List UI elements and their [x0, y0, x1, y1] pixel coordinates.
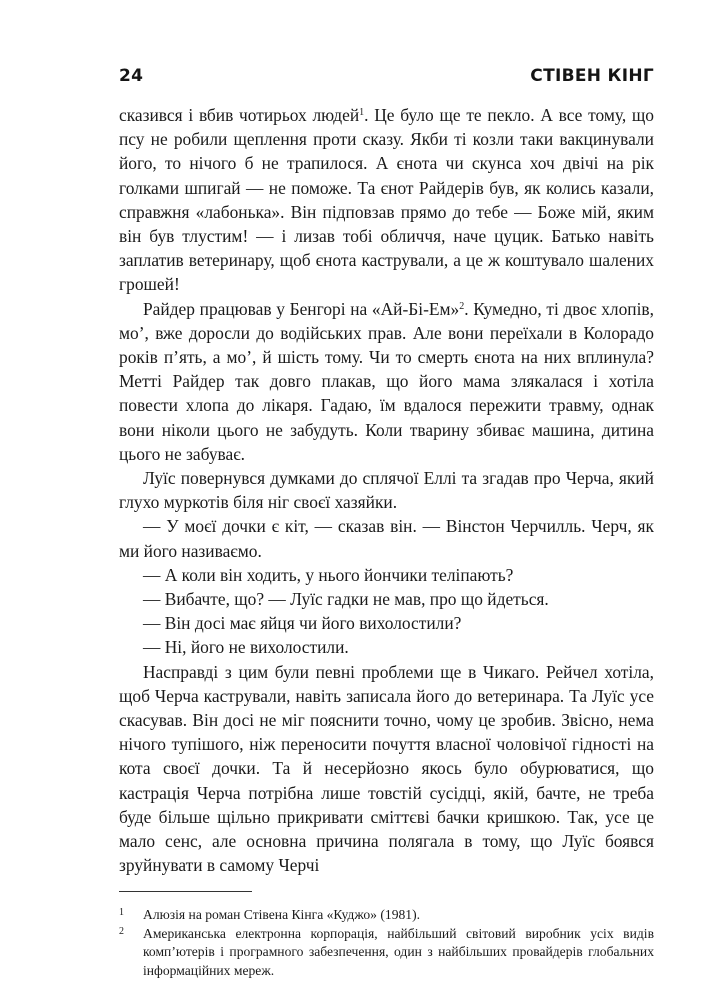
footnote-divider	[119, 891, 252, 892]
footnote-text: Алюзія на роман Стівена Кінга «Куджо» (1981).	[143, 907, 421, 922]
paragraph-text: сказився і вбив чотирьох людей	[119, 105, 360, 125]
running-head-author: СТІВЕН КІНГ	[530, 66, 654, 86]
footnote-text: Американська електронна корпорація, найбільший світовий виробник усіх видів комп’ютерів і програмного забезпечення, один з найбільших провайдерів глобальних інформаційних мереж.	[143, 925, 654, 978]
paragraph-text: . Кумедно, ті двоє хлопів, мо’, вже доросли до водійських прав. Але вони переїхали в Колорадо років п’ять, а мо’, й шість тому. Чи то смерть єнота на них вплинула? Метті Райдер так довго плакав, що його мама злякалася і хотіла повести хлопа до лікаря. Гадаю, їм вдалося пережити травму, однак вони ніколи цього не забудуть. Коли тварину збиває машина, дитина цього не забуває.	[119, 298, 654, 464]
paragraph	[119, 103, 654, 297]
running-header	[119, 66, 654, 92]
dialogue-line: — Він досі має яйця чи його вихолостили?	[143, 613, 462, 634]
footnote	[119, 906, 654, 925]
footnote-ref[interactable]: 2	[459, 300, 465, 312]
dialogue-line: — У моєї дочки є кіт, — сказав він. — Вінстон Черчилль. Черч, як ми його називаємо.	[119, 516, 654, 561]
main-text	[119, 103, 654, 878]
dialogue-line: — Ні, його не вихолостили.	[143, 637, 349, 658]
footnote-number: 1	[119, 907, 124, 918]
footnote-number: 2	[119, 925, 124, 937]
footnote	[119, 925, 654, 981]
footnote-ref[interactable]: 1	[359, 107, 365, 118]
paragraph	[119, 297, 654, 466]
page-number: 24	[119, 66, 144, 86]
paragraph-text: . Це було ще те пекло. А все тому, що псу не робили щеплення проти сказу. Якби ті козли таки вакцинували його, то нічого б не трапилося. А єнота чи скунса хоч двічі на рік голками шпигай — не поможе. Та єнот Райдерів був, як колись казали, справжня «лабонька». Він підповзав прямо до тебе — Боже мій, яким він був тлустим! — і лизав тобі обличчя, наче цуцик. Батько навіть заплатив ветеринару, щоб єнота кастрували, а це ж коштувало шалених грошей!	[119, 105, 654, 295]
dialogue-line: — А коли він ходить, у нього йончики теліпають?	[143, 564, 514, 585]
paragraph: Насправді з цим були певні проблеми ще в Чикаго. Рейчел хотіла, щоб Черча кастрували, навіть записала його до ветеринара. Та Луїс усе скасував. Він досі не міг пояснити точно, чому це зробив. Звісно, нема нічого тупішого, ніж переносити почуття власної чоловічої гідності на кота своєї дочки. Та й несерйозно якось було обурюватися, що кастрація Черча потрібна лише товстій сусідці, якій, бачте, не треба буде більше щільно прикривати сміттєві бачки кришкою. Так, усе це мало сенс, але основна причина полягала в тому, що Луїс боявся зруйнувати в самому Черчі	[119, 661, 654, 876]
paragraph-text: Райдер працював у Бенгорі на «Ай-Бі-Ем»	[143, 298, 460, 319]
paragraph: Луїс повернувся думками до сплячої Еллі та згадав про Черча, який глухо муркотів біля ніг своєї хазяйки.	[119, 468, 654, 513]
footnotes	[119, 906, 654, 980]
dialogue-line: — Вибачте, що? — Луїс гадки не мав, про що йдеться.	[143, 589, 549, 610]
